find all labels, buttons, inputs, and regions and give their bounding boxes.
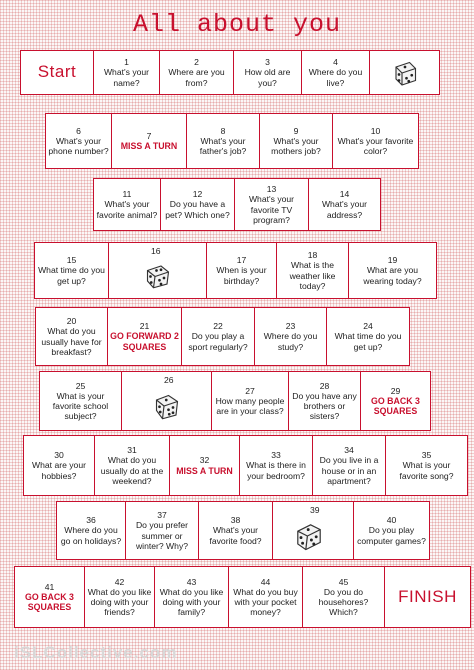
square-question: What's your mothers job? <box>271 135 321 157</box>
square-question: What's your favorite TV program? <box>248 194 295 225</box>
square-24[interactable] <box>327 307 410 366</box>
square-number: 42 <box>114 576 125 587</box>
square-number: 6 <box>76 125 81 136</box>
finish-label: FINISH <box>398 586 457 606</box>
square-29[interactable] <box>361 371 431 431</box>
square-number: 16 <box>151 246 161 256</box>
square-question: Where do you live? <box>308 67 363 88</box>
square-45[interactable] <box>303 566 385 628</box>
square-question: What do you usually have for breakfast? <box>41 326 102 357</box>
square-number: 24 <box>363 321 373 332</box>
board-row-9 <box>14 566 471 628</box>
square-question: What's your favorite color? <box>337 135 414 157</box>
square-19[interactable] <box>349 242 437 299</box>
square-question: What is the weather like today? <box>289 260 336 291</box>
square-number: 10 <box>370 125 381 136</box>
square-number: 44 <box>260 576 271 587</box>
square-14[interactable] <box>309 178 381 231</box>
square-18[interactable] <box>277 242 349 299</box>
square-number: 27 <box>245 385 255 396</box>
square-22[interactable] <box>182 307 255 366</box>
board-row-1 <box>20 50 440 95</box>
square-question: Do you do househores? Which? <box>318 586 369 618</box>
square-question: What's your favorite animal? <box>96 199 158 220</box>
square-number: 29 <box>390 385 401 396</box>
square-question: Do you play a sport regularly? <box>188 331 248 352</box>
square-number: 45 <box>338 576 349 587</box>
square-number: 12 <box>192 189 203 200</box>
square-number: 31 <box>127 445 137 456</box>
square-question: What time do you get up? <box>334 331 402 352</box>
square-23[interactable] <box>255 307 327 366</box>
square-2[interactable] <box>160 50 234 95</box>
watermark: iSLCollective.com <box>14 643 178 662</box>
square-number: 34 <box>344 445 354 456</box>
square-question: Do you have any brothers or sisters? <box>292 390 357 422</box>
square-question: What time do you get up? <box>38 265 105 286</box>
square-31[interactable] <box>95 435 170 496</box>
square-number: 13 <box>266 184 277 195</box>
square-number: 15 <box>66 255 77 266</box>
start-label: Start <box>37 62 77 82</box>
square-question: Do you prefer summer or winter? Why? <box>135 520 189 551</box>
square-5[interactable] <box>370 50 440 95</box>
board-row-2 <box>45 113 419 169</box>
square-43[interactable] <box>155 566 229 628</box>
square-41[interactable] <box>14 566 85 628</box>
square-number: 20 <box>66 316 77 327</box>
square-38[interactable] <box>199 501 273 560</box>
square-number: 19 <box>387 255 398 266</box>
square-question: Do you have a pet? Which one? <box>165 199 230 220</box>
square-11[interactable] <box>93 178 161 231</box>
square-25[interactable] <box>39 371 122 431</box>
square-action: GO BACK 3 SQUARES <box>371 395 420 417</box>
dice-icon <box>152 391 182 421</box>
dice-icon <box>293 520 325 552</box>
dice-icon <box>143 260 173 290</box>
square-question: What is there in your bedroom? <box>246 460 306 481</box>
square-10[interactable] <box>333 113 419 169</box>
square-number: 41 <box>44 581 55 592</box>
square-35[interactable] <box>386 435 468 496</box>
square-number: 33 <box>271 450 281 461</box>
square-question: Do you live in a house or in an apartment? <box>319 455 379 486</box>
square-21[interactable] <box>108 307 182 366</box>
square-question: What's your father's job? <box>199 135 247 157</box>
square-number: 38 <box>230 515 241 526</box>
square-number: 36 <box>86 515 96 526</box>
square-number: 14 <box>339 189 350 200</box>
square-number: 23 <box>285 321 296 332</box>
square-33[interactable] <box>240 435 313 496</box>
square-question: Where do you study? <box>263 331 318 352</box>
board-row-3 <box>93 178 381 231</box>
square-39[interactable] <box>273 501 354 560</box>
square-number: 37 <box>157 510 167 521</box>
square-number: 17 <box>236 255 247 266</box>
square-finish[interactable] <box>385 566 471 628</box>
square-27[interactable] <box>212 371 289 431</box>
square-number: 3 <box>265 57 270 68</box>
square-number: 40 <box>386 515 397 526</box>
board-row-7 <box>23 435 468 496</box>
square-6[interactable] <box>45 113 112 169</box>
board-row-4 <box>34 242 437 299</box>
square-question: What's your name? <box>103 67 150 88</box>
square-number: 39 <box>310 505 320 515</box>
square-28[interactable] <box>289 371 361 431</box>
square-26[interactable] <box>122 371 212 431</box>
square-question: What's your phone number? <box>48 135 109 157</box>
square-question: What do you buy with your pocket money? <box>233 586 298 618</box>
square-number: 2 <box>194 57 199 68</box>
square-number: 26 <box>164 375 174 385</box>
square-question: When is your birthday? <box>216 265 267 286</box>
square-15[interactable] <box>34 242 109 299</box>
square-action: GO BACK 3 SQUARES <box>25 591 74 613</box>
square-question: What are your hobbies? <box>32 460 86 481</box>
square-number: 30 <box>54 450 64 461</box>
square-question: What do you usually do at the weekend? <box>100 455 164 486</box>
square-number: 18 <box>307 250 318 261</box>
square-40[interactable] <box>354 501 430 560</box>
square-8[interactable] <box>187 113 260 169</box>
square-16[interactable] <box>109 242 207 299</box>
square-number: 28 <box>319 380 330 391</box>
square-7[interactable] <box>112 113 187 169</box>
square-number: 4 <box>333 57 338 68</box>
square-3[interactable] <box>234 50 302 95</box>
square-question: Where are you from? <box>168 67 225 88</box>
square-question: What is your favorite school subject? <box>52 390 109 422</box>
square-question: How old are you? <box>244 67 291 88</box>
square-action: MISS A TURN <box>120 141 178 152</box>
square-36[interactable] <box>56 501 126 560</box>
game-title: All about you <box>132 10 342 39</box>
square-20[interactable] <box>35 307 108 366</box>
square-42[interactable] <box>85 566 155 628</box>
square-13[interactable] <box>235 178 309 231</box>
board-row-5 <box>35 307 410 366</box>
square-number: 32 <box>199 455 210 466</box>
square-question: What are you wearing today? <box>363 265 422 286</box>
square-number: 21 <box>139 321 150 332</box>
square-question: What's your address? <box>321 199 368 220</box>
square-action: GO FORWARD 2 SQUARES <box>110 331 179 352</box>
square-12[interactable] <box>161 178 235 231</box>
square-question: Do you play computer games? <box>357 525 426 546</box>
square-question: How many people are in your class? <box>215 395 285 417</box>
square-question: What do you like doing with your family? <box>159 586 224 618</box>
square-4[interactable] <box>302 50 370 95</box>
square-number: 43 <box>186 576 197 587</box>
square-number: 7 <box>146 130 152 141</box>
square-44[interactable] <box>229 566 303 628</box>
square-37[interactable] <box>126 501 199 560</box>
square-number: 11 <box>122 189 132 200</box>
square-34[interactable] <box>313 435 386 496</box>
square-9[interactable] <box>260 113 333 169</box>
square-32[interactable] <box>170 435 240 496</box>
square-start[interactable] <box>20 50 94 95</box>
square-question: What is your favorite song? <box>399 460 454 481</box>
square-question: What do you like doing with your friends? <box>87 586 152 618</box>
square-30[interactable] <box>23 435 95 496</box>
square-number: 1 <box>124 57 129 68</box>
square-number: 9 <box>293 125 299 136</box>
square-question: What's your favorite food? <box>209 525 262 546</box>
board-row-6 <box>39 371 431 431</box>
square-number: 22 <box>213 321 223 332</box>
square-17[interactable] <box>207 242 277 299</box>
square-action: MISS A TURN <box>176 465 233 476</box>
dice-icon <box>390 58 420 88</box>
square-number: 8 <box>220 125 226 136</box>
board-row-8 <box>56 501 430 560</box>
square-question: Where do you go on holidays? <box>60 525 122 546</box>
square-1[interactable] <box>94 50 160 95</box>
square-number: 25 <box>75 380 86 391</box>
square-number: 35 <box>421 450 432 461</box>
